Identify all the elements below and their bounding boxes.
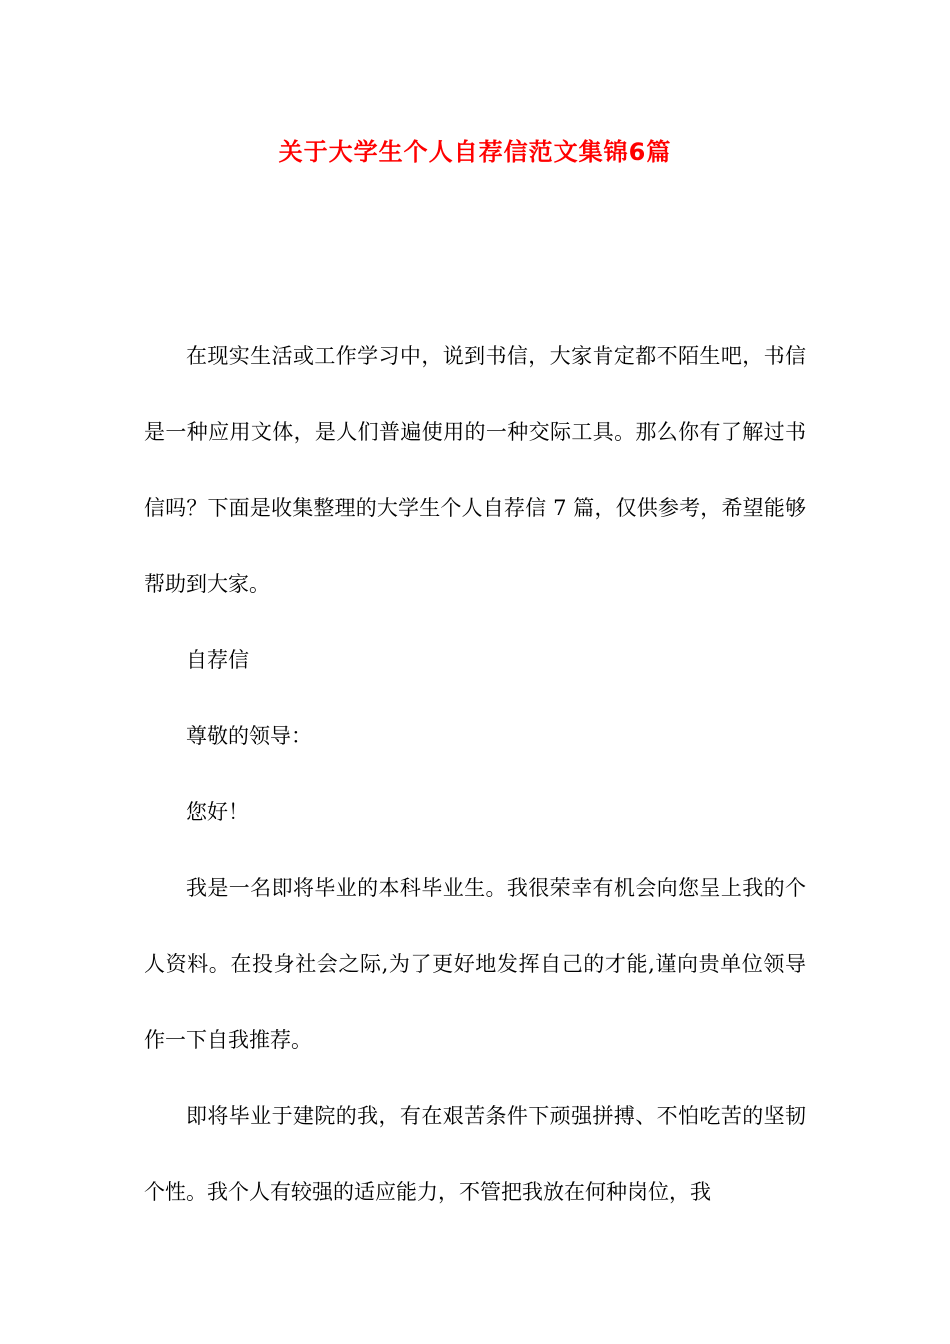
salutation: 尊敬的领导：: [186, 724, 312, 748]
document-body: [144, 318, 806, 1230]
intro-paragraph: 在现实生活或工作学习中，说到书信，大家肯定都不陌生吧，书信是一种应用文体，是人们普遍使用的一种交际工具。那么你有了解过书信吗？下面是收集整理的大学生个人自荐信 7 篇，仅供参考，希望能够帮助到大家。: [144, 344, 806, 596]
document-title: 关于大学生个人自荐信范文集锦6篇: [278, 138, 672, 166]
body-paragraph-2: 即将毕业于建院的我，有在艰苦条件下顽强拼搏、不怕吃苦的坚韧个性。我个人有较强的适应能力，不管把我放在何种岗位，我: [144, 1104, 806, 1204]
letter-heading: 自荐信: [186, 648, 249, 672]
greeting: 您好！: [186, 800, 249, 824]
body-paragraph-1: 我是一名即将毕业的本科毕业生。我很荣幸有机会向您呈上我的个人资料。在投身社会之际,为了更好地发挥自己的才能,谨向贵单位领导作一下自我推荐。: [144, 876, 806, 1052]
